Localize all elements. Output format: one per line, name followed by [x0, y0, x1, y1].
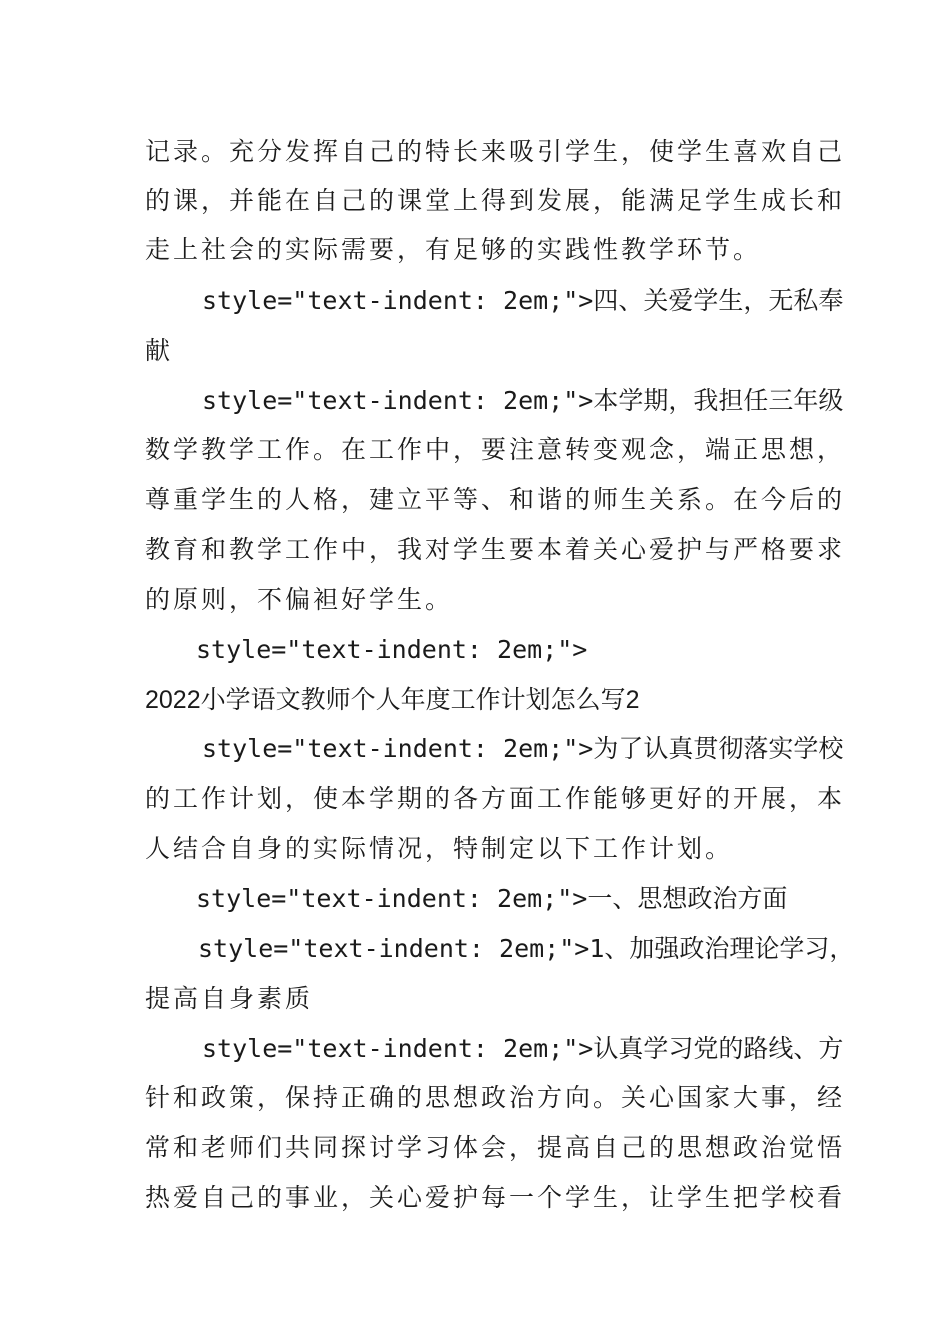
- text-line: style="text-indent: 2em;">四、关爱学生，无私奉: [202, 286, 844, 315]
- text-line: 记录。充分发挥自己的特长来吸引学生，使学生喜欢自己: [145, 137, 846, 166]
- text-line: 常和老师们共同探讨学习体会，提高自己的思想政治觉悟: [145, 1133, 846, 1162]
- text-line: 热爱自己的事业，关心爱护每一个学生，让学生把学校看: [145, 1183, 846, 1212]
- text-line: 人结合自身的实际情况，特制定以下工作计划。: [145, 834, 734, 863]
- text-line: style="text-indent: 2em;">为了认真贯彻落实学校: [202, 734, 844, 763]
- section-heading: 2022小学语文教师个人年度工作计划怎么写2: [145, 686, 640, 714]
- text-line: 走上社会的实际需要，有足够的实践性教学环节。: [145, 235, 762, 264]
- text-line: 针和政策，保持正确的思想政治方向。关心国家大事，经: [145, 1083, 846, 1112]
- text-line: 尊重学生的人格，建立平等、和谐的师生关系。在今后的: [145, 485, 846, 514]
- text-line: 提高自身素质: [145, 984, 314, 1013]
- text-line: 献: [145, 336, 174, 365]
- text-line: 教育和教学工作中，我对学生要本着关心爱护与严格要求: [145, 535, 846, 564]
- text-line: style="text-indent: 2em;">一、思想政治方面: [196, 884, 788, 913]
- text-line: style="text-indent: 2em;">1、加强政治理论学习，: [198, 934, 855, 963]
- text-line: style="text-indent: 2em;">认真学习党的路线、方: [202, 1034, 844, 1063]
- text-line: 的课，并能在自己的课堂上得到发展，能满足学生成长和: [145, 186, 846, 215]
- text-line: 数学教学工作。在工作中，要注意转变观念，端正思想，: [145, 435, 846, 464]
- text-line: 的工作计划，使本学期的各方面工作能够更好的开展，本: [145, 784, 846, 813]
- text-line: style="text-indent: 2em;">: [196, 635, 588, 664]
- text-line: 的原则，不偏袒好学生。: [145, 585, 454, 614]
- text-line: style="text-indent: 2em;">本学期，我担任三年级: [202, 386, 844, 415]
